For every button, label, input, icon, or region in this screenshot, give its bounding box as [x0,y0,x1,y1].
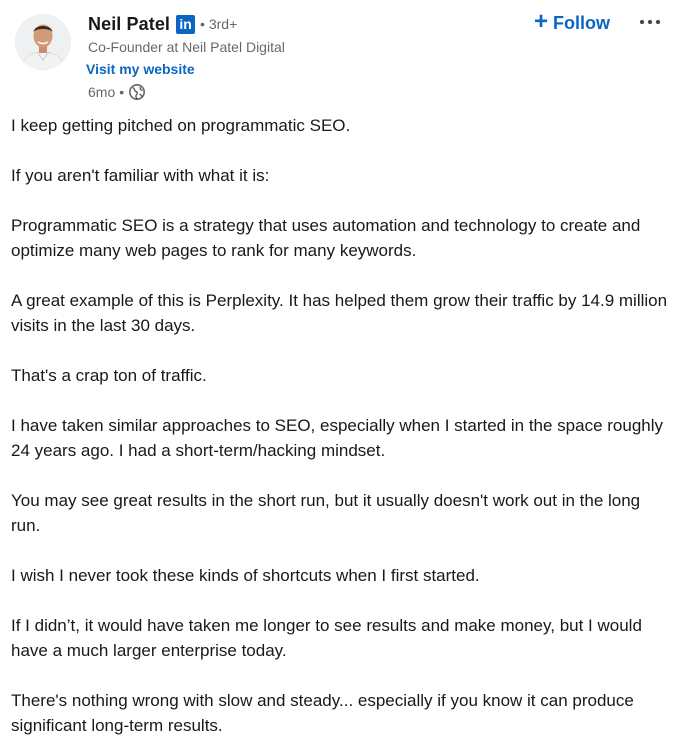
post-paragraph: If you aren't familiar with what it is: [11,166,270,185]
linkedin-icon: in [176,15,195,34]
follow-button[interactable] [530,9,614,37]
avatar[interactable] [15,14,71,70]
post-paragraph: Programmatic SEO is a strategy that uses automation and technology to create and optimize many web pages to rank for many keywords. [11,216,641,260]
profile-photo [15,14,71,70]
visit-website-link[interactable]: Visit my website [86,61,195,77]
post-paragraph: If I didn’t, it would have taken me longer to see results and make money, but I would have a much larger enterprise today. [11,616,642,660]
post-paragraph: A great example of this is Perplexity. It has helped them grow their traffic by 14.9 million visits in the last 30 days. [11,291,668,335]
follow-label: Follow [553,12,611,33]
post-paragraph: I have taken similar approaches to SEO, especially when I started in the space roughly 24 years ago. I had a short-term/hacking mindset. [11,416,664,460]
connection-degree: • 3rd+ [200,16,238,32]
meta-separator: • [119,84,125,100]
post-body [11,113,673,740]
globe-icon [128,83,146,101]
post-meta [88,83,285,101]
ellipsis-icon[interactable] [636,9,664,35]
post-author [88,12,285,101]
author-headline: Co-Founder at Neil Patel Digital [88,39,285,55]
post-paragraph: You may see great results in the short run, but it usually doesn't work out in the long run. [11,491,641,535]
post-time: 6mo [88,84,116,100]
author-name[interactable]: Neil Patel [88,13,171,34]
post-paragraph: I wish I never took these kinds of shortcuts when I first started. [11,566,480,585]
post-paragraph: That's a crap ton of traffic. [11,366,207,385]
author-name-row [88,12,285,36]
post-paragraph: There's nothing wrong with slow and steady... especially if you know it can produce significant long-term results. [11,691,634,735]
plus-icon: + [534,8,549,35]
post-paragraph: I keep getting pitched on programmatic SEO. [11,116,351,135]
